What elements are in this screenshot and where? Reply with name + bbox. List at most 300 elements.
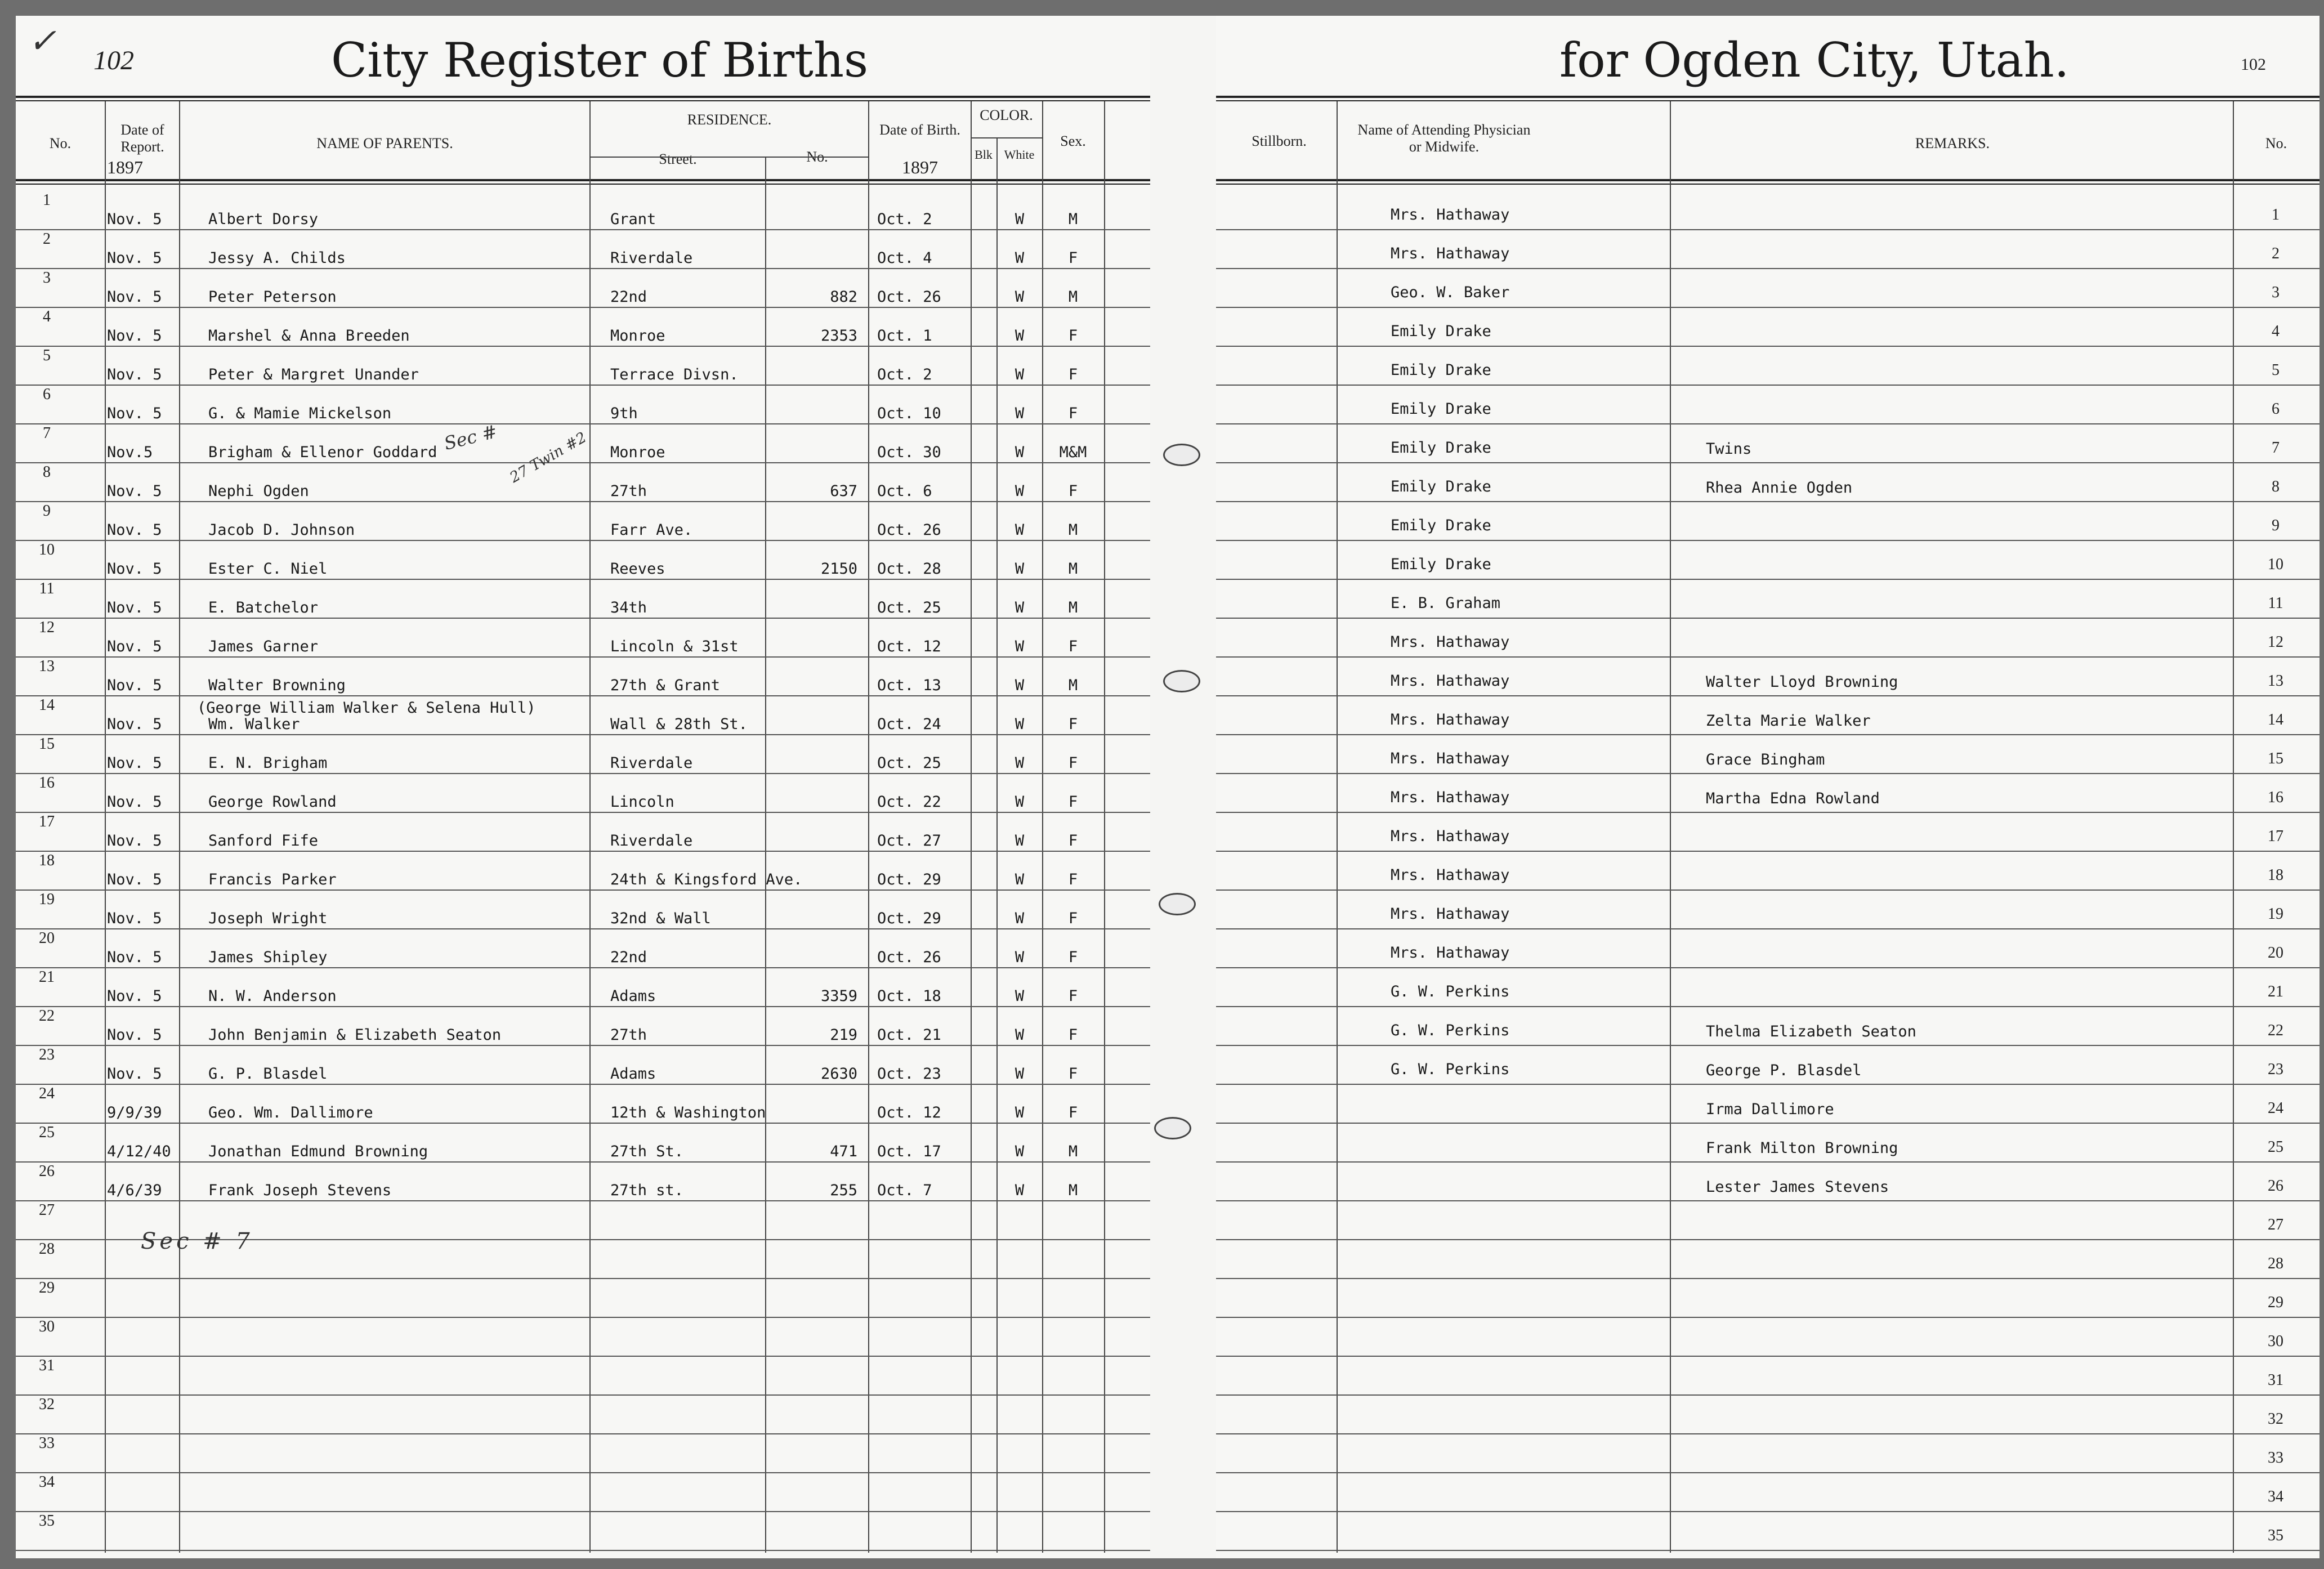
col-header-street: Street. xyxy=(659,151,697,167)
parents-name: Sanford Fife xyxy=(208,832,319,850)
table-row-number-right: 32 xyxy=(2268,1410,2283,1428)
attending-physician: Mrs. Hathaway xyxy=(1391,866,1510,884)
residence-street: 27th st. xyxy=(610,1182,684,1199)
row-rule xyxy=(1216,1394,2319,1396)
date-of-birth: Oct. 12 xyxy=(877,1104,941,1121)
date-of-report: Nov. 5 xyxy=(107,560,162,578)
color-white: W xyxy=(1014,793,1025,811)
parents-name: Jonathan Edmund Browning xyxy=(208,1143,428,1160)
binder-hole-2 xyxy=(1163,670,1200,692)
residence-street: 22nd xyxy=(610,949,647,966)
col-rule-9 xyxy=(1104,101,1105,1553)
date-of-birth: Oct. 13 xyxy=(877,677,941,694)
table-row-number-right: 23 xyxy=(2268,1061,2283,1078)
col-header-date-of-birth: Date of Birth. xyxy=(879,122,960,138)
parents-name: Ester C. Niel xyxy=(208,560,328,578)
table-row-number-right: 26 xyxy=(2268,1177,2283,1195)
attending-physician: Geo. W. Baker xyxy=(1391,284,1510,301)
residence-street: Grant xyxy=(610,211,656,228)
table-row-number: 27 xyxy=(39,1201,55,1219)
sex: F xyxy=(1068,716,1078,733)
attending-physician: Emily Drake xyxy=(1391,478,1491,495)
color-white: W xyxy=(1014,716,1025,733)
sex: F xyxy=(1068,1104,1078,1121)
sex: F xyxy=(1068,987,1078,1005)
table-row-number: 10 xyxy=(39,541,55,558)
sex: F xyxy=(1068,910,1078,927)
date-of-birth: Oct. 1 xyxy=(877,327,932,345)
table-row-number-right: 11 xyxy=(2268,594,2283,612)
parents-name: Francis Parker xyxy=(208,871,337,888)
row-rule xyxy=(16,695,1150,696)
attending-physician: Mrs. Hathaway xyxy=(1391,711,1510,728)
table-row-number: 22 xyxy=(39,1007,55,1025)
date-of-birth: Oct. 18 xyxy=(877,987,941,1005)
row-rule xyxy=(1216,618,2319,619)
header-rule-bottom xyxy=(16,179,1150,181)
check-mark: ✓ xyxy=(28,21,57,61)
parents-name: Nephi Ogden xyxy=(208,482,309,500)
color-white: W xyxy=(1014,599,1025,616)
date-of-birth: Oct. 27 xyxy=(877,832,941,850)
right-page-title: for Ogden City, Utah. xyxy=(1559,33,2070,88)
sec-note-row7: Sec # xyxy=(441,420,499,455)
color-white: W xyxy=(1014,871,1025,888)
table-row-number-right: 22 xyxy=(2268,1022,2283,1039)
row-rule xyxy=(1216,346,2319,347)
table-row-number-right: 17 xyxy=(2268,828,2283,845)
table-row-number: 8 xyxy=(43,463,51,481)
row-rule xyxy=(1216,501,2319,502)
parents-name: N. W. Anderson xyxy=(208,987,337,1005)
row-rule xyxy=(16,967,1150,968)
row-rule xyxy=(1216,1161,2319,1163)
parents-name: Albert Dorsy xyxy=(208,211,319,228)
color-white: W xyxy=(1014,366,1025,383)
residence-street: 27th & Grant xyxy=(610,677,721,694)
parents-name: John Benjamin & Elizabeth Seaton xyxy=(208,1026,502,1044)
row-rule xyxy=(1216,656,2319,658)
parents-name: Walter Browning xyxy=(208,677,346,694)
residence-street: Monroe xyxy=(610,327,665,345)
row-rule xyxy=(1216,695,2319,696)
row-rule xyxy=(16,501,1150,502)
table-row-number-right: 35 xyxy=(2268,1527,2283,1544)
residence-number: 219 xyxy=(830,1026,857,1044)
residence-number: 882 xyxy=(830,288,857,306)
remarks-child-name: Walter Lloyd Browning xyxy=(1706,673,1898,691)
binder-hole-3 xyxy=(1159,893,1196,915)
row-rule xyxy=(16,1356,1150,1357)
table-row-number-right: 10 xyxy=(2268,556,2283,573)
residence-street: Reeves xyxy=(610,560,665,578)
col-rule-2 xyxy=(179,101,180,1553)
sex: F xyxy=(1068,405,1078,422)
header-rule-top xyxy=(16,96,1150,98)
date-of-report: Nov. 5 xyxy=(107,482,162,500)
date-of-birth: Oct. 2 xyxy=(877,366,932,383)
col-rule-3 xyxy=(589,101,591,1553)
parents-name: James Shipley xyxy=(208,949,328,966)
date-of-report: Nov. 5 xyxy=(107,249,162,267)
remarks-child-name: Martha Edna Rowland xyxy=(1706,790,1880,807)
residence-street: 34th xyxy=(610,599,647,616)
color-white: W xyxy=(1014,288,1025,306)
row-rule xyxy=(16,889,1150,891)
date-of-birth: Oct. 26 xyxy=(877,521,941,539)
attending-physician: Emily Drake xyxy=(1391,439,1491,457)
date-of-report: Nov.5 xyxy=(107,444,153,461)
row-rule xyxy=(16,1433,1150,1434)
row-rule xyxy=(1216,1550,2319,1551)
date-of-report: Nov. 5 xyxy=(107,638,162,655)
table-row-number-right: 18 xyxy=(2268,866,2283,884)
table-row-number: 12 xyxy=(39,619,55,636)
binder-hole-4 xyxy=(1154,1117,1191,1139)
col-header-sex: Sex. xyxy=(1060,133,1086,149)
remarks-child-name: Rhea Annie Ogden xyxy=(1706,479,1853,497)
table-row-number: 2 xyxy=(43,230,51,248)
residence-number: 3359 xyxy=(820,987,857,1005)
sex: M&M xyxy=(1059,444,1087,461)
date-of-birth: Oct. 12 xyxy=(877,638,941,655)
residence-street: Riverdale xyxy=(610,754,693,772)
remarks-child-name: Zelta Marie Walker xyxy=(1706,712,1871,730)
residence-street: Farr Ave. xyxy=(610,521,693,539)
table-row-number: 1 xyxy=(43,191,51,209)
date-of-report: Nov. 5 xyxy=(107,405,162,422)
parents-name: Wm. Walker xyxy=(208,716,300,733)
row-rule xyxy=(1216,734,2319,735)
table-row-number-right: 20 xyxy=(2268,944,2283,962)
color-white: W xyxy=(1014,949,1025,966)
remarks-child-name: Lester James Stevens xyxy=(1706,1178,1889,1196)
table-row-number: 7 xyxy=(43,424,51,442)
attending-physician: Emily Drake xyxy=(1391,361,1491,379)
parents-name: George Rowland xyxy=(208,793,337,811)
sex: F xyxy=(1068,949,1078,966)
table-row-number: 24 xyxy=(39,1085,55,1102)
row-rule xyxy=(16,851,1150,852)
sex: F xyxy=(1068,1026,1078,1044)
date-of-report: Nov. 5 xyxy=(107,987,162,1005)
right-page-number: 102 xyxy=(2241,55,2266,74)
table-row-number-right: 24 xyxy=(2268,1099,2283,1117)
table-row-number: 3 xyxy=(43,269,51,287)
row-rule xyxy=(1216,1356,2319,1357)
row-rule xyxy=(16,268,1150,269)
row-rule xyxy=(1216,1511,2319,1512)
date-of-birth: Oct. 28 xyxy=(877,560,941,578)
sex: M xyxy=(1068,288,1078,306)
table-row-number: 26 xyxy=(39,1163,55,1180)
date-of-birth: Oct. 17 xyxy=(877,1143,941,1160)
date-of-report: Nov. 5 xyxy=(107,871,162,888)
parents-name: Frank Joseph Stevens xyxy=(208,1182,392,1199)
col-rule-8 xyxy=(1042,101,1043,1553)
table-row-number-right: 29 xyxy=(2268,1294,2283,1311)
date-of-birth: Oct. 2 xyxy=(877,211,932,228)
row-rule xyxy=(1216,423,2319,424)
table-row-number-right: 3 xyxy=(2272,284,2280,301)
residence-street: 12th & Washington xyxy=(610,1104,766,1121)
row-rule xyxy=(1216,229,2319,230)
row-rule xyxy=(16,1317,1150,1318)
parents-name: Peter Peterson xyxy=(208,288,337,306)
table-row-number-right: 34 xyxy=(2268,1488,2283,1505)
table-row-number: 13 xyxy=(39,658,55,675)
remarks-child-name: Thelma Elizabeth Seaton xyxy=(1706,1023,1916,1040)
sex: F xyxy=(1068,793,1078,811)
col-rule-6 xyxy=(971,101,972,1553)
table-row-number-right: 15 xyxy=(2268,750,2283,767)
date-of-report: 4/6/39 xyxy=(107,1182,162,1199)
table-row-number: 29 xyxy=(39,1279,55,1297)
r-col-rule-1 xyxy=(1337,101,1338,1553)
date-of-birth: Oct. 30 xyxy=(877,444,941,461)
date-of-report: Nov. 5 xyxy=(107,910,162,927)
table-row-number-right: 30 xyxy=(2268,1333,2283,1350)
parents-name: Marshel & Anna Breeden xyxy=(208,327,410,345)
table-row-number: 9 xyxy=(43,502,51,520)
sec-note-row7b: 27 Twin #2 xyxy=(507,429,590,486)
row-rule xyxy=(16,812,1150,813)
table-row-number-right: 31 xyxy=(2268,1371,2283,1389)
table-row-number-right: 5 xyxy=(2272,361,2280,379)
row-rule xyxy=(16,1550,1150,1551)
remarks-child-name: Irma Dallimore xyxy=(1706,1101,1834,1118)
attending-physician: Mrs. Hathaway xyxy=(1391,633,1510,651)
table-row-number: 11 xyxy=(39,580,55,597)
residence-sub-rule xyxy=(591,157,868,158)
col-header-no: No. xyxy=(49,135,71,151)
sex: F xyxy=(1068,482,1078,500)
col-header-name-of-parents: NAME OF PARENTS. xyxy=(316,135,453,151)
residence-street: 27th xyxy=(610,482,647,500)
row-rule xyxy=(16,928,1150,929)
residence-street: Riverdale xyxy=(610,249,693,267)
row-rule xyxy=(1216,540,2319,541)
remarks-child-name: Twins xyxy=(1706,440,1752,458)
date-of-report: 9/9/39 xyxy=(107,1104,162,1121)
table-row-number: 25 xyxy=(39,1124,55,1141)
date-of-birth: Oct. 6 xyxy=(877,482,932,500)
color-white: W xyxy=(1014,910,1025,927)
table-row-number: 15 xyxy=(39,735,55,753)
color-white: W xyxy=(1014,1143,1025,1160)
parents-name: Peter & Margret Unander xyxy=(208,366,419,383)
sex: M xyxy=(1068,211,1078,228)
color-white: W xyxy=(1014,211,1025,228)
table-row-number-right: 27 xyxy=(2268,1216,2283,1233)
date-of-report: Nov. 5 xyxy=(107,949,162,966)
row-rule xyxy=(1216,1045,2319,1046)
row-rule xyxy=(16,1511,1150,1512)
left-page-title: City Register of Births xyxy=(331,33,869,88)
row-rule xyxy=(1216,851,2319,852)
row-rule xyxy=(1216,928,2319,929)
parents-name: Jacob D. Johnson xyxy=(208,521,355,539)
attending-physician: Emily Drake xyxy=(1391,400,1491,418)
date-of-report: Nov. 5 xyxy=(107,288,162,306)
attending-physician: Mrs. Hathaway xyxy=(1391,905,1510,923)
residence-street: Monroe xyxy=(610,444,665,461)
attending-physician: G. W. Perkins xyxy=(1391,983,1510,1000)
sex: F xyxy=(1068,871,1078,888)
color-white: W xyxy=(1014,1182,1025,1199)
date-of-birth: Oct. 22 xyxy=(877,793,941,811)
row-rule xyxy=(1216,773,2319,774)
col-header-blk: Blk xyxy=(975,147,993,162)
parents-name: E. Batchelor xyxy=(208,599,319,616)
color-sub-rule xyxy=(971,137,1042,138)
sex: F xyxy=(1068,1065,1078,1083)
row-rule xyxy=(16,540,1150,541)
table-row-number-right: 9 xyxy=(2272,517,2280,534)
r-header-rule-top xyxy=(1216,96,2319,98)
row-rule xyxy=(1216,1239,2319,1240)
table-row-number-right: 25 xyxy=(2268,1138,2283,1156)
row-rule xyxy=(1216,1084,2319,1085)
col-rule-1 xyxy=(105,101,106,1553)
sec-note-row27: Sec # 7 xyxy=(141,1228,253,1254)
table-row-number: 20 xyxy=(39,929,55,947)
attending-physician: Emily Drake xyxy=(1391,556,1491,573)
r-header-rule-bottom-2 xyxy=(1216,184,2319,185)
header-rule-top-2 xyxy=(16,100,1150,101)
table-row-number: 34 xyxy=(39,1473,55,1491)
sex: M xyxy=(1068,1182,1078,1199)
parents-name: Jessy A. Childs xyxy=(208,249,346,267)
row-rule xyxy=(1216,1123,2319,1124)
row-rule xyxy=(16,423,1150,424)
remarks-child-name: Grace Bingham xyxy=(1706,751,1825,768)
row-rule xyxy=(16,1200,1150,1201)
attending-physician: Mrs. Hathaway xyxy=(1391,245,1510,262)
left-page-number: 102 xyxy=(93,46,134,75)
residence-street: Terrace Divsn. xyxy=(610,366,739,383)
attending-physician: Mrs. Hathaway xyxy=(1391,789,1510,806)
date-of-report: Nov. 5 xyxy=(107,211,162,228)
col-rule-4 xyxy=(765,157,766,1553)
date-of-birth: Oct. 25 xyxy=(877,599,941,616)
residence-street: Riverdale xyxy=(610,832,693,850)
parents-name: G. P. Blasdel xyxy=(208,1065,328,1083)
date-of-report: Nov. 5 xyxy=(107,832,162,850)
sex: F xyxy=(1068,832,1078,850)
table-row-number: 28 xyxy=(39,1240,55,1258)
row-rule xyxy=(1216,1006,2319,1007)
row-rule xyxy=(16,1278,1150,1279)
residence-street: Adams xyxy=(610,987,656,1005)
date-of-birth: Oct. 25 xyxy=(877,754,941,772)
residence-street: Lincoln xyxy=(610,793,674,811)
date-of-report: Nov. 5 xyxy=(107,793,162,811)
sex: M xyxy=(1068,599,1078,616)
table-row-number-right: 7 xyxy=(2272,439,2280,457)
sex: F xyxy=(1068,638,1078,655)
attending-physician: E. B. Graham xyxy=(1391,594,1501,612)
george-walker-note: (George William Walker & Selena Hull) xyxy=(197,699,536,717)
col-header-physician: Name of Attending Physician or Midwife. xyxy=(1357,122,1531,155)
row-rule xyxy=(1216,812,2319,813)
table-row-number-right: 6 xyxy=(2272,400,2280,418)
table-row-number-right: 1 xyxy=(2272,206,2280,223)
date-of-report: Nov. 5 xyxy=(107,327,162,345)
date-of-birth: Oct. 7 xyxy=(877,1182,932,1199)
table-row-number: 4 xyxy=(43,308,51,325)
col-header-stillborn: Stillborn. xyxy=(1252,133,1307,149)
r-col-rule-2 xyxy=(1670,101,1671,1553)
residence-street: Adams xyxy=(610,1065,656,1083)
table-row-number-right: 28 xyxy=(2268,1255,2283,1272)
row-rule xyxy=(1216,889,2319,891)
header-rule-bottom-2 xyxy=(16,184,1150,185)
row-rule xyxy=(1216,307,2319,308)
table-row-number: 21 xyxy=(39,968,55,986)
residence-street: 24th & Kingsford Ave. xyxy=(610,871,803,888)
sex: M xyxy=(1068,521,1078,539)
row-rule xyxy=(1216,967,2319,968)
row-rule xyxy=(1216,462,2319,463)
row-rule xyxy=(16,1006,1150,1007)
residence-number: 2630 xyxy=(820,1065,857,1083)
color-white: W xyxy=(1014,832,1025,850)
r-header-rule-bottom xyxy=(1216,179,2319,181)
parents-name: Brigham & Ellenor Goddard xyxy=(208,444,437,461)
color-white: W xyxy=(1014,405,1025,422)
table-row-number: 23 xyxy=(39,1046,55,1063)
remarks-child-name: Frank Milton Browning xyxy=(1706,1139,1898,1157)
residence-number: 255 xyxy=(830,1182,857,1199)
row-rule xyxy=(1216,268,2319,269)
table-row-number: 30 xyxy=(39,1318,55,1335)
sex: M xyxy=(1068,1143,1078,1160)
parents-name: E. N. Brigham xyxy=(208,754,328,772)
date-of-report: Nov. 5 xyxy=(107,754,162,772)
attending-physician: Mrs. Hathaway xyxy=(1391,672,1510,690)
residence-number: 471 xyxy=(830,1143,857,1160)
color-white: W xyxy=(1014,638,1025,655)
parents-name: Joseph Wright xyxy=(208,910,328,927)
residence-number: 637 xyxy=(830,482,857,500)
table-row-number: 16 xyxy=(39,774,55,792)
row-rule xyxy=(16,1123,1150,1124)
row-rule xyxy=(16,385,1150,386)
date-of-birth: Oct. 10 xyxy=(877,405,941,422)
sex: F xyxy=(1068,249,1078,267)
color-white: W xyxy=(1014,1065,1025,1083)
sex: F xyxy=(1068,327,1078,345)
col-header-white: White xyxy=(1004,147,1035,162)
col-header-remarks: REMARKS. xyxy=(1915,135,1990,151)
parents-name: James Garner xyxy=(208,638,319,655)
date-of-report: Nov. 5 xyxy=(107,677,162,694)
table-row-number-right: 19 xyxy=(2268,905,2283,923)
row-rule xyxy=(16,1084,1150,1085)
col-header-residence: RESIDENCE. xyxy=(687,111,772,128)
color-white: W xyxy=(1014,987,1025,1005)
col-header-report-year: 1897 xyxy=(107,157,143,177)
date-of-report: Nov. 5 xyxy=(107,366,162,383)
parents-name: G. & Mamie Mickelson xyxy=(208,405,392,422)
table-row-number: 6 xyxy=(43,386,51,403)
row-rule xyxy=(16,1472,1150,1473)
col-header-date-of-report: Date of Report. xyxy=(120,122,164,155)
date-of-birth: Oct. 29 xyxy=(877,910,941,927)
row-rule xyxy=(1216,1317,2319,1318)
row-rule xyxy=(16,1161,1150,1163)
